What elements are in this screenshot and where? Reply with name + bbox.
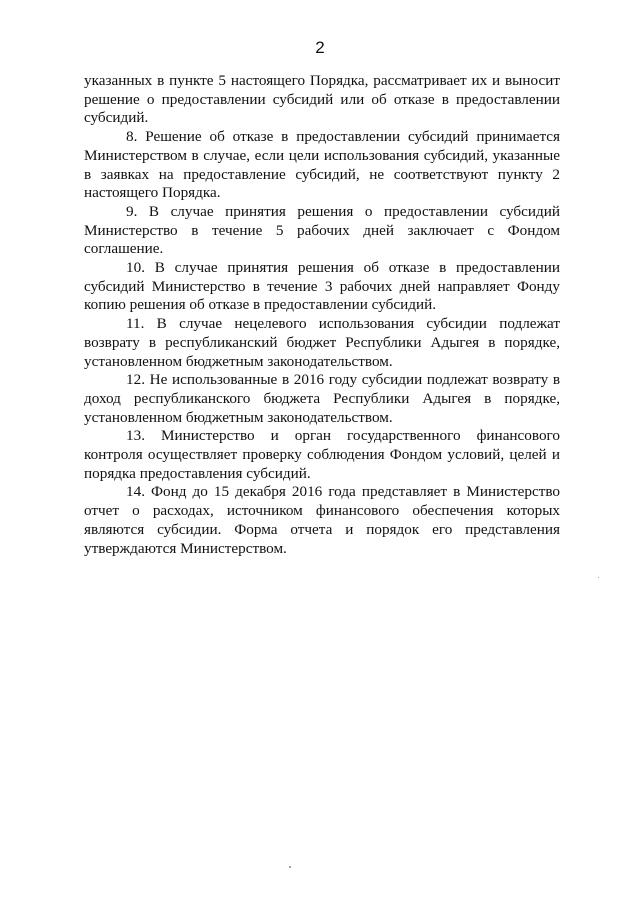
paragraph-continuation: указанных в пункте 5 настоящего Порядка, рассматривает их и выносит решение о предоставлении субсидий или об отказе в предоставлении субсидий. xyxy=(84,72,560,127)
page-number: 2 xyxy=(315,38,325,57)
paragraph-8: 8. Решение об отказе в предоставлении субсидий принимается Министерством в случае, если цели использования субсидий, указанные в заявках на предоставление субсидий, не соответствуют пункту 2 настоящего Порядка. xyxy=(84,128,560,202)
scan-speck xyxy=(289,866,291,868)
paragraph-12: 12. Не использованные в 2016 году субсидии подлежат возврату в доход республиканского бюджета Республики Адыгея в порядке, установленном бюджетным законодательством. xyxy=(84,371,560,426)
paragraph-11: 11. В случае нецелевого использования субсидии подлежат возврату в республиканский бюджет Республики Адыгея в порядке, установленном бюджетным законодательством. xyxy=(84,315,560,370)
scan-speck xyxy=(598,577,599,578)
document-body xyxy=(84,72,560,558)
paragraph-14: 14. Фонд до 15 декабря 2016 года представляет в Министерство отчет о расходах, источником финансового обеспечения которых являются субсидии. Форма отчета и порядок его представления утверждаются Министерством. xyxy=(84,483,560,557)
paragraph-9: 9. В случае принятия решения о предоставлении субсидий Министерство в течение 5 рабочих дней заключает с Фондом соглашение. xyxy=(84,202,560,258)
paragraph-13: 13. Министерство и орган государственного финансового контроля осуществляет проверку соблюдения Фондом условий, целей и порядка предоставления субсидий. xyxy=(84,427,560,482)
paragraph-10: 10. В случае принятия решения об отказе в предоставлении субсидий Министерство в течение 3 рабочих дней направляет Фонду копию решения об отказе в предоставлении субсидий. xyxy=(84,259,560,314)
